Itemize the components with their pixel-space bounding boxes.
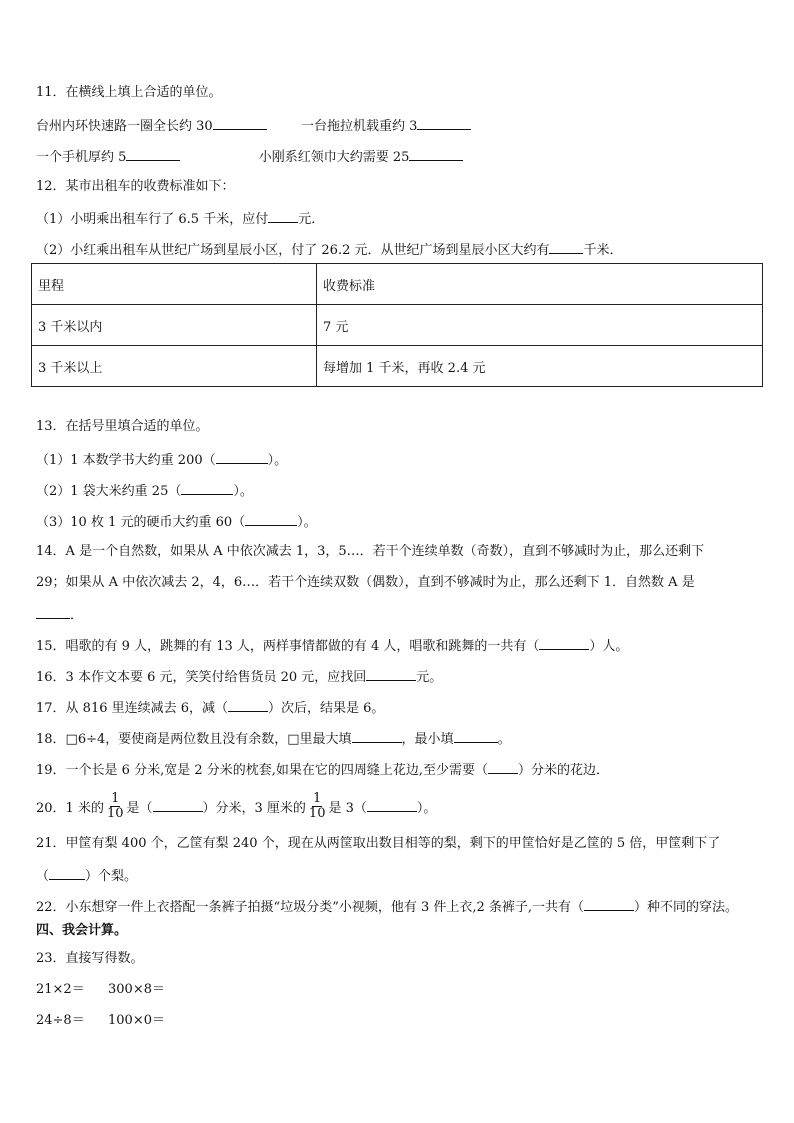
q20-blank-1[interactable] [153, 798, 203, 812]
q21-line2 [36, 866, 137, 886]
fraction-numerator: 1 [313, 791, 322, 806]
q13-s2-blank[interactable] [181, 481, 233, 495]
q23-row2 [36, 1012, 165, 1030]
table-cell: 3 千米以上 [32, 346, 317, 387]
q14-end: ． [70, 608, 84, 623]
q12-part1-unit: 元． [298, 212, 325, 227]
table-header-row [32, 264, 763, 305]
fraction-denominator: 10 [308, 806, 326, 821]
q19-text: 19．一个长是 6 分米,宽是 2 分米的枕套,如果在它的四周缝上花边,至少需要（ [36, 763, 489, 778]
q23-item: 24÷8＝ [36, 1013, 85, 1028]
q13-s1 [36, 450, 287, 470]
q11-b: 一台拖拉机载重约 3 [300, 119, 418, 134]
q13-s1-close: ）。 [267, 453, 288, 468]
q12-part1-blank[interactable] [268, 209, 298, 223]
q14-line1: 14．A 是一个自然数，如果从 A 中依次减去 1，3，5…．若干个连续单数（奇数），直到不够减时为止，那么还剩下 [36, 544, 705, 559]
q19-blank[interactable] [488, 760, 518, 774]
q15 [36, 636, 628, 656]
q13-s1-blank[interactable] [216, 450, 268, 464]
q11-line1 [36, 116, 471, 136]
table-cell: 每增加 1 千米，再收 2.4 元 [317, 346, 763, 387]
table-header-cell: 里程 [32, 264, 317, 305]
q17-text: 17．从 816 里连续减去 6，减（ [36, 701, 229, 716]
q13-s3 [36, 512, 317, 532]
q15-text: 15．唱歌的有 9 人，跳舞的有 13 人，两样事情都做的有 4 人，唱歌和跳舞的一共有（ [36, 639, 540, 654]
q23-title: 23．直接写得数。 [36, 951, 144, 966]
section-heading: 四、我会计算。 [36, 923, 128, 938]
q13-s3-blank[interactable] [245, 512, 297, 526]
q21-blank[interactable] [49, 866, 85, 880]
table-cell: 7 元 [317, 305, 763, 346]
q21-close: ）个梨。 [85, 869, 138, 884]
q20-text-d: 是 3（ [328, 801, 367, 816]
q22-text: 22．小东想穿一件上衣搭配一条裤子拍摄“垃圾分类”小视频，他有 3 件上衣,2 条裤子,一共有（ [36, 900, 585, 915]
table-row [32, 305, 763, 346]
q20 [36, 792, 436, 826]
q12-title: 12．某市出租车的收费标准如下： [36, 179, 235, 194]
q17 [36, 698, 384, 718]
q11-a-blank[interactable] [213, 116, 267, 130]
q20-text-b: 是（ [126, 801, 153, 816]
q13-title: 13．在括号里填合适的单位。 [36, 419, 209, 434]
table-cell: 3 千米以内 [32, 305, 317, 346]
q12-part2-blank[interactable] [549, 240, 583, 254]
q18-end: 。 [497, 732, 511, 747]
q17-close: ）次后，结果是 6。 [268, 701, 385, 716]
q19-close: ）分米的花边． [518, 763, 610, 778]
q23-row1 [36, 981, 165, 999]
table-row [32, 346, 763, 387]
fraction-one-tenth [308, 792, 327, 821]
q16-blank[interactable] [366, 667, 416, 681]
q12-part2 [36, 240, 623, 260]
q16-text: 16．3 本作文本要 6 元，笑笑付给售货员 20 元，应找回 [36, 670, 367, 685]
q11-title: 11．在横线上填上合适的单位。 [36, 85, 222, 100]
q21-open: （ [36, 869, 50, 884]
q22-blank[interactable] [584, 897, 634, 911]
q12-part1 [36, 209, 324, 229]
q12-part2-unit: 千米． [583, 243, 623, 258]
q16 [36, 667, 442, 687]
q14-line3 [36, 605, 83, 625]
q11-c-blank[interactable] [126, 147, 180, 161]
q18-blank-min[interactable] [454, 729, 498, 743]
q11-c: 一个手机厚约 5 [36, 150, 127, 165]
q20-text-a: 20．1 米的 [36, 801, 104, 816]
q20-blank-2[interactable] [367, 798, 417, 812]
q19 [36, 760, 609, 780]
q23-item: 300×8＝ [108, 982, 165, 997]
q15-blank[interactable] [539, 636, 589, 650]
q12-part2-text: （2）小红乘出租车从世纪广场到星辰小区，付了 26.2 元．从世纪广场到星辰小区大约有 [36, 243, 550, 258]
q16-unit: 元。 [416, 670, 443, 685]
q15-close: ）人。 [589, 639, 629, 654]
q13-s1-text: （1）1 本数学书大约重 200（ [36, 453, 216, 468]
q11-b-blank[interactable] [417, 116, 471, 130]
q11-d: 小刚系红领巾大约需要 25 [258, 150, 410, 165]
q14-line2: 29；如果从 A 中依次减去 2，4，6…．若干个连续双数（偶数），直到不够减时为止，那么还剩下 1．自然数 A 是 [36, 575, 695, 590]
q21-line1: 21．甲筐有梨 400 个，乙筐有梨 240 个，现在从两筐取出数目相等的梨，剩下的甲筐恰好是乙筐的 5 倍，甲筐剩下了 [36, 836, 721, 851]
q13-s2-text: （2）1 袋大米约重 25（ [36, 484, 182, 499]
q23-item: 100×0＝ [108, 1013, 165, 1028]
q11-d-blank[interactable] [409, 147, 463, 161]
fraction-one-tenth [106, 792, 125, 821]
q18-mid: ，最小填 [401, 732, 454, 747]
q13-s3-close: ）。 [297, 515, 317, 530]
q18-blank-max[interactable] [352, 729, 402, 743]
q23-item: 21×2＝ [36, 982, 85, 997]
q11-line2 [36, 147, 463, 167]
q12-part1-text: （1）小明乘出租车行了 6.5 千米，应付 [36, 212, 269, 227]
table-header-cell: 收费标准 [317, 264, 763, 305]
q11-a: 台州内环快速路一圈全长约 30 [36, 119, 213, 134]
q20-text-c: ）分米，3 厘米的 [202, 801, 306, 816]
q17-blank[interactable] [228, 698, 268, 712]
fraction-denominator: 10 [106, 806, 124, 821]
q20-text-e: ）。 [416, 801, 437, 816]
fare-table [31, 263, 763, 387]
q18 [36, 729, 511, 749]
q22-close: ）种不同的穿法。 [634, 900, 739, 915]
q14-blank[interactable] [36, 605, 70, 619]
q22 [36, 897, 738, 917]
fraction-numerator: 1 [111, 791, 120, 806]
q13-s3-text: （3）10 枚 1 元的硬币大约重 60（ [36, 515, 246, 530]
q13-s2 [36, 481, 253, 501]
q13-s2-close: ）。 [233, 484, 253, 499]
q18-text: 18．□6÷4，要使商是两位数且没有余数，□里最大填 [36, 732, 352, 747]
